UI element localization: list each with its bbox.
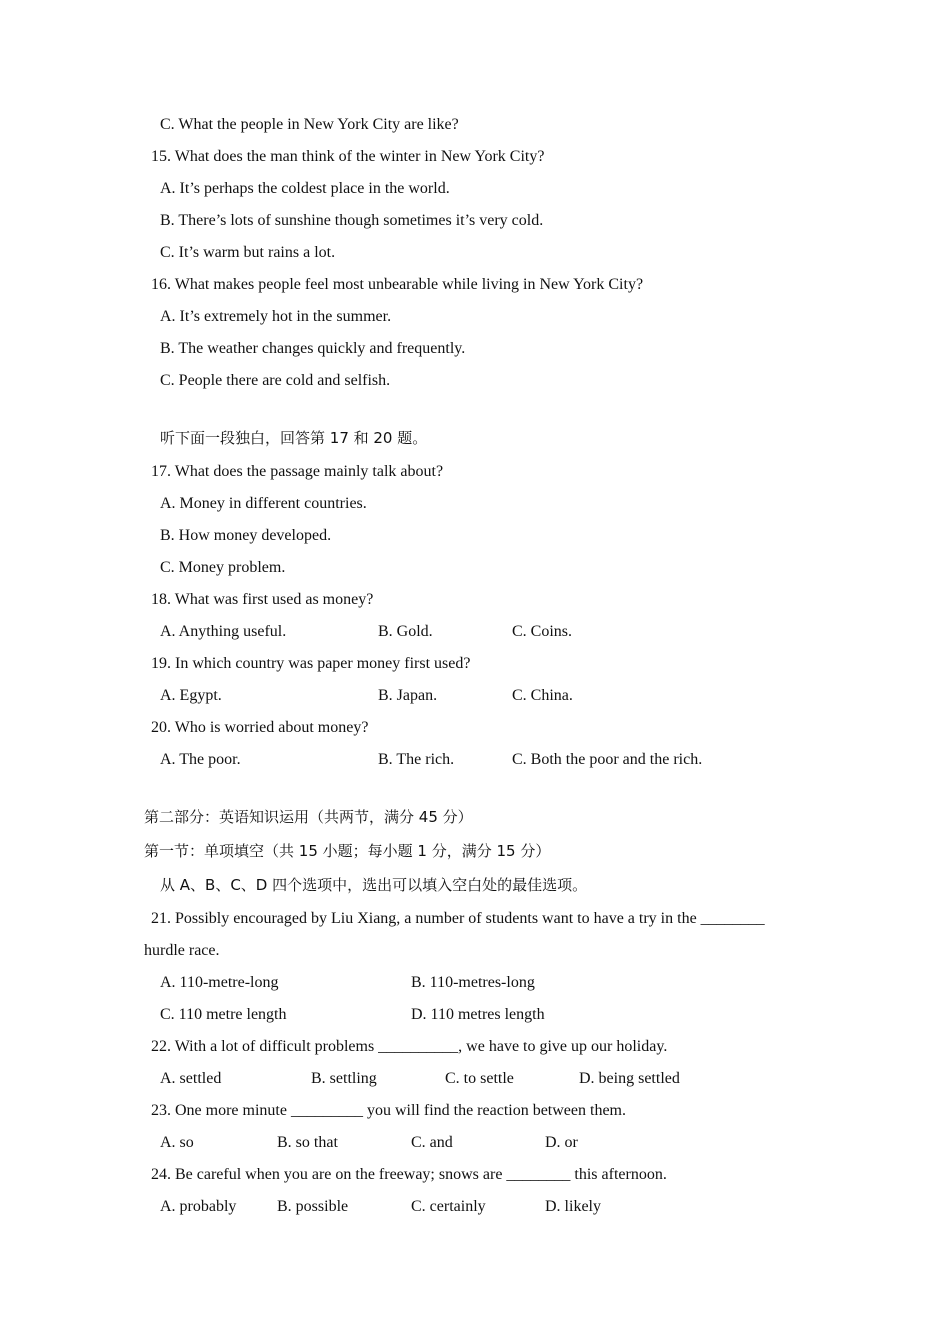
q24-option-b: B. possible — [277, 1198, 349, 1215]
q21-option-c: C. 110 metre length — [160, 1006, 287, 1023]
q23-option-c: C. and — [411, 1134, 453, 1151]
q20-option-b: B. The rich. — [378, 751, 455, 768]
q17-stem: 17. What does the passage mainly talk about? — [151, 463, 444, 480]
q24-option-d: D. likely — [545, 1198, 601, 1215]
part2-heading: 第二部分：英语知识运用（共两节，满分 45 分） — [144, 808, 473, 826]
q17-option-c: C. Money problem. — [160, 559, 286, 576]
q24-option-c: C. certainly — [411, 1198, 486, 1215]
q21-stem-line1: 21. Possibly encouraged by Liu Xiang, a number of students want to have a try in the ________ — [151, 910, 765, 927]
monologue-instruction: 听下面一段独白，回答第 17 和 20 题。 — [160, 429, 428, 447]
q18-option-b: B. Gold. — [378, 623, 433, 640]
q23-stem: 23. One more minute _________ you will find the reaction between them. — [151, 1102, 626, 1119]
q22-option-c: C. to settle — [445, 1070, 514, 1087]
q15-stem: 15. What does the man think of the winter in New York City? — [151, 148, 545, 165]
q14-option-c: C. What the people in New York City are like? — [160, 116, 459, 133]
q22-stem: 22. With a lot of difficult problems __________, we have to give up our holiday. — [151, 1038, 668, 1055]
q22-option-b: B. settling — [311, 1070, 377, 1087]
q16-option-b: B. The weather changes quickly and frequently. — [160, 340, 466, 357]
q24-option-a: A. probably — [160, 1198, 237, 1215]
q22-option-d: D. being settled — [579, 1070, 680, 1087]
q15-option-a: A. It’s perhaps the coldest place in the world. — [160, 180, 450, 197]
q22-option-a: A. settled — [160, 1070, 222, 1087]
q21-option-a: A. 110-metre-long — [160, 974, 279, 991]
q19-option-c: C. China. — [512, 687, 573, 704]
q17-option-b: B. How money developed. — [160, 527, 332, 544]
section1-heading: 第一节：单项填空（共 15 小题；每小题 1 分，满分 15 分） — [144, 842, 551, 860]
q19-stem: 19. In which country was paper money first used? — [151, 655, 471, 672]
q23-option-b: B. so that — [277, 1134, 338, 1151]
q21-option-b: B. 110-metres-long — [411, 974, 535, 991]
q23-option-a: A. so — [160, 1134, 194, 1151]
q15-option-b: B. There’s lots of sunshine though sometimes it’s very cold. — [160, 212, 544, 229]
q20-stem: 20. Who is worried about money? — [151, 719, 369, 736]
section1-instruction: 从 A、B、C、D 四个选项中，选出可以填入空白处的最佳选项。 — [160, 876, 588, 894]
q18-option-a: A. Anything useful. — [160, 623, 287, 640]
q16-option-c: C. People there are cold and selfish. — [160, 372, 391, 389]
q21-stem-line2: hurdle race. — [144, 942, 220, 959]
q24-stem: 24. Be careful when you are on the freeway; snows are ________ this afternoon. — [151, 1166, 667, 1183]
q20-option-a: A. The poor. — [160, 751, 241, 768]
q21-option-d: D. 110 metres length — [411, 1006, 545, 1023]
q18-option-c: C. Coins. — [512, 623, 573, 640]
q20-option-c: C. Both the poor and the rich. — [512, 751, 703, 768]
q16-stem: 16. What makes people feel most unbearable while living in New York City? — [151, 276, 644, 293]
q15-option-c: C. It’s warm but rains a lot. — [160, 244, 336, 261]
q18-stem: 18. What was first used as money? — [151, 591, 374, 608]
q19-option-b: B. Japan. — [378, 687, 438, 704]
q19-option-a: A. Egypt. — [160, 687, 222, 704]
q17-option-a: A. Money in different countries. — [160, 495, 367, 512]
q16-option-a: A. It’s extremely hot in the summer. — [160, 308, 392, 325]
q23-option-d: D. or — [545, 1134, 578, 1151]
